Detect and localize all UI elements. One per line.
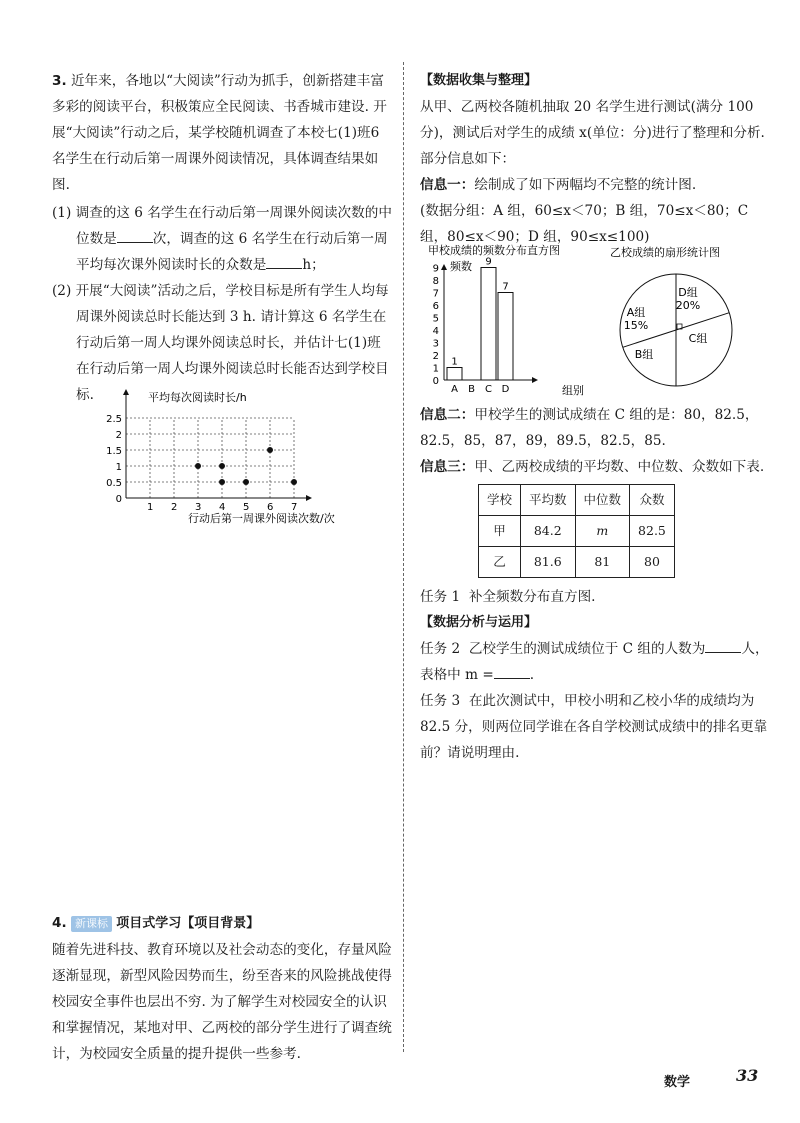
info-1-groups: (数据分组：A 组，60≤x＜70；B 组，70≤x＜80；C 组，80≤x＜90；D 组，90≤x≤100) [420,203,749,245]
pie-slice-label: B组 [634,348,654,361]
reading-scatter-chart [90,388,380,528]
y-tick-label: 9 [432,263,439,275]
scatter-point [291,479,297,485]
y-tick-label: 5 [432,313,439,325]
info-2-text: 甲校学生的测试成绩在 C 组的是：80，82.5，82.5，85，87，89，89.5，82.5，85. [420,407,759,449]
answer-blank[interactable] [117,228,153,243]
y-tick-label: 1 [115,462,122,473]
pie-slice-percent: 15% [623,319,649,332]
info-1-text: 绘制成了如下两幅均不完整的统计图. [474,177,697,193]
stats-table [478,484,675,578]
y-tick-label: 4 [432,326,439,337]
y-tick-label: 6 [432,301,439,312]
y-tick-label: 2 [432,351,439,362]
task-3-text: 在此次测试中，甲校小明和乙校小华的成绩均为82.5 分，则两位同学谁在各自学校测试成绩中的排名更靠前？请说明理由. [420,693,768,761]
y-tick-label: 0 [432,376,439,387]
q3-part2-text: (2) 开展“大阅读”活动之后，学校目标是所有学生人均每周课外阅读总时长能达到 3 h. 请计算这 6 名学生在行动后第一周人均课外阅读总时长，并估计七(1)班在行动后第一周人均课外阅读总时长能否达到学校目标. [52,283,389,403]
question-3 [52,68,392,408]
q4-number: 4. [52,915,67,931]
task-2-text-a: 乙校学生的测试成绩位于 C 组的人数为 [468,641,706,657]
answer-blank[interactable] [494,664,530,679]
y-tick-label: 1.5 [106,446,122,457]
right-intro: 从甲、乙两校各随机抽取 20 名学生进行测试(满分 100 分)，测试后对学生的成绩 x(单位：分)进行了整理和分析. 部分信息如下： [420,99,765,167]
x-axis-arrow [306,495,312,501]
y-tick-label: 0.5 [106,478,122,489]
info-2-label: 信息二： [420,407,475,423]
info-3-text: 甲、乙两校成绩的平均数、中位数、众数如下表. [474,459,765,475]
new-curriculum-tag: 新课标 [71,916,112,932]
pie-title: 乙校成绩的扇形统计图 [610,246,720,259]
x-tick-label: 4 [219,502,226,513]
task-1-text: 补全频数分布直方图. [468,589,596,605]
table-cell: m [575,516,630,547]
right-column [420,68,772,250]
y-axis-arrow [123,389,129,395]
table-cell: 80 [630,547,675,578]
x-axis-arrow [532,377,538,383]
info-1-label: 信息一： [420,177,475,193]
table-header: 中位数 [575,485,630,516]
x-tick-label: 6 [267,502,274,513]
right-column-lower [420,402,772,766]
histogram-bar [481,268,496,381]
x-tick-label: C [485,384,492,395]
y-tick-label: 3 [432,338,439,350]
q4-head: 项目式学习【项目背景】 [116,916,260,931]
table-header-row [479,485,675,516]
y-tick-label: 2.5 [106,414,122,425]
page-number: 33 [736,1066,759,1085]
table-header: 平均数 [521,485,576,516]
task-2-label: 任务 2 [420,641,461,657]
scatter-point [219,463,225,469]
task-1-label: 任务 1 [420,589,461,605]
pie-chart [606,242,776,400]
task-2-text-b: 人，表格中 m = [420,641,769,683]
q4-heading [52,910,397,937]
table-header: 众数 [630,485,675,516]
origin-label: 0 [115,494,122,505]
section-data-collection: 【数据收集与整理】 [420,73,538,88]
pie-slice-percent: 20% [675,299,701,312]
column-divider [403,62,404,1052]
task-2-text-c: . [529,667,535,683]
table-header: 学校 [479,485,521,516]
table-row [479,547,675,578]
y-tick-label: 8 [432,276,439,287]
q3-part1 [52,200,392,278]
footer-subject: 数学 [664,1075,691,1090]
question-4 [52,910,397,1067]
q4-body: 随着先进科技、教育环境以及社会动态的变化，存量风险逐渐显现，新型风险因势而生，纷至沓来的风险挑战使得校园安全事件也层出不穷. 为了解学生对校园安全的认识和掌握情况，某地对甲、乙两校的部分学生进行了调查统计，为校园安全质量的提升提供一些参考. [52,942,392,1062]
y-tick-label: 2 [115,430,122,441]
x-tick-label: D [501,384,510,395]
x-tick-label: 5 [243,502,250,513]
q3-number: 3. [52,73,67,89]
table-cell: 甲 [479,516,521,547]
x-tick-label: B [468,384,475,395]
q3-intro [52,68,392,198]
histogram-bar [447,368,462,381]
y-tick-label: 7 [432,288,439,300]
table-cell: 81 [575,547,630,578]
scatter-point [219,479,225,485]
bar-value-label: 1 [451,356,458,368]
y-tick-label: 1 [432,363,439,375]
task-3-label: 任务 3 [420,693,461,709]
scatter-ylabel: 平均每次阅读时长/h [148,391,247,404]
table-cell: 乙 [479,547,521,578]
task-1 [420,584,772,610]
table-row [479,516,675,547]
q3-part1-text-a: (1) 调查的这 6 名学生在行动后第一周课外阅读次数的中位数是 [52,205,392,247]
info-3-label: 信息三： [420,459,475,475]
histogram-ylabel: 频数 [450,260,472,273]
scatter-grid [126,418,294,498]
x-tick-label: 2 [171,502,178,513]
q3-part1-text-b: 次，调查的这 6 名学生在行动后第一周平均每次课外阅读时长的众数是 [76,231,388,273]
task-3 [420,688,772,766]
histogram-title: 甲校成绩的频数分布直方图 [428,244,560,257]
table-cell: 82.5 [630,516,675,547]
histogram-bar [498,293,513,381]
x-tick-label: 3 [195,502,202,513]
q3-intro-text: 近年来，各地以“大阅读”行动为抓手，创新搭建丰富多彩的阅读平台，积极策应全民阅读、书香城市建设. 开展“大阅读”行动之后，某学校随机调查了本校七(1)班6名学生在行动后第一周课外阅读情况，具体调查结果如图. [52,73,387,193]
histogram-chart [424,242,604,400]
bar-value-label: 7 [502,281,509,293]
histogram-bars [447,257,513,381]
histogram-xlabel: 组别 [562,384,584,397]
pie-slice-label: C组 [688,332,708,345]
task-2 [420,636,772,688]
scatter-point [243,479,249,485]
section-data-analysis: 【数据分析与运用】 [420,615,538,630]
x-tick-label: A [451,384,458,395]
q3-part1-text-c: h； [302,257,325,273]
scatter-point [195,463,201,469]
info-3 [420,454,772,480]
pie-slice-label: D组 [678,286,698,299]
scatter-axes [123,389,312,501]
table-cell: 81.6 [521,547,576,578]
info-1 [420,172,772,198]
pie-slice-label: A组 [626,306,646,319]
x-tick-label: 7 [291,502,298,513]
answer-blank[interactable] [705,638,741,653]
y-axis-arrow [441,264,447,270]
x-tick-label: 1 [147,502,154,513]
scatter-point [267,447,273,453]
info-2 [420,402,772,454]
table-cell: 84.2 [521,516,576,547]
scatter-xlabel: 行动后第一周课外阅读次数/次 [188,512,335,525]
bar-value-label: 9 [485,256,492,268]
answer-blank[interactable] [266,254,302,269]
